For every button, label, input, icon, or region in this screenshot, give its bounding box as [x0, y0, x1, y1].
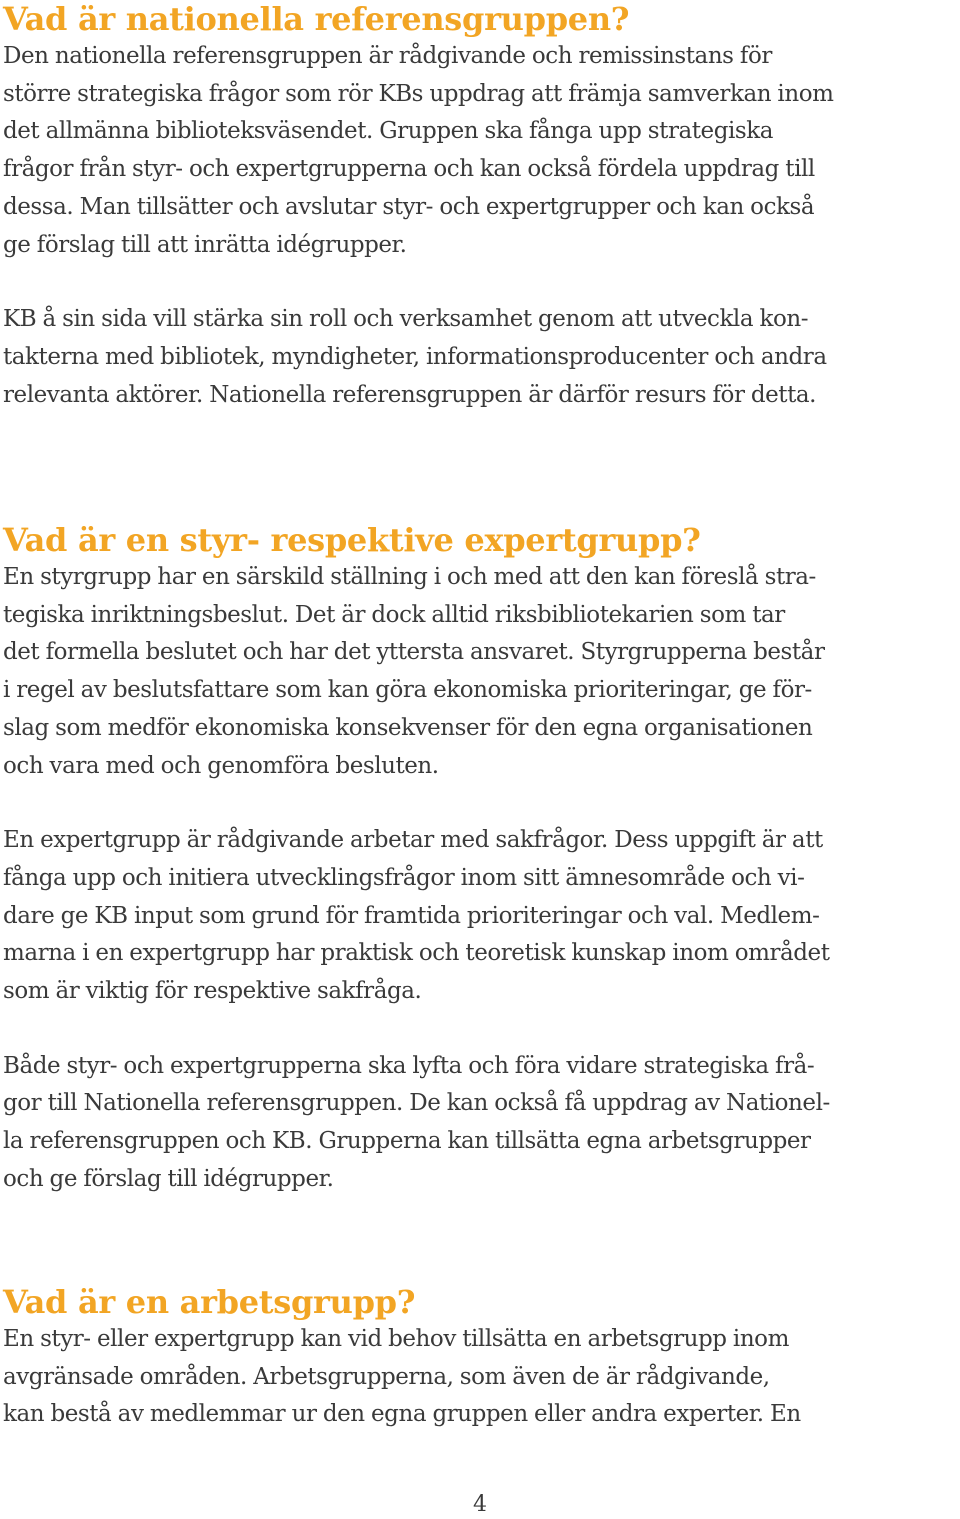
text-line: i regel av beslutsfattare som kan göra ekonomiska prioriteringar, ge för-: [3, 677, 812, 704]
text-line: dessa. Man tillsätter och avslutar styr- och expertgrupper och kan också: [3, 193, 815, 220]
text-line: En styrgrupp har en särskild ställning i och med att den kan föreslå stra-: [3, 564, 816, 590]
text-line: det allmänna biblioteksväsendet. Gruppen ska fånga upp strategiska: [3, 118, 773, 145]
text-line: slag som medför ekonomiska konsekvenser för den egna organisationen: [3, 714, 813, 741]
paragraph: [3, 1048, 958, 1199]
section-heading: Vad är en styr- respektive expertgrupp?: [3, 521, 701, 559]
text-line: frågor från styr- och expertgrupperna och kan också fördela uppdrag till: [3, 156, 815, 183]
section-national-reference-group: [3, 0, 958, 414]
text-line: En styr- eller expertgrupp kan vid behov tillsätta en arbetsgrupp inom: [3, 1326, 789, 1352]
text-line: marna i en expertgrupp har praktisk och teoretisk kunskap inom området: [3, 940, 830, 967]
text-line: Både styr- och expertgrupperna ska lyfta och föra vidare strategiska frå-: [3, 1052, 815, 1079]
text-line: och ge förslag till idégrupper.: [3, 1165, 334, 1192]
text-line: kan bestå av medlemmar ur den egna gruppen eller andra experter. En: [3, 1401, 801, 1428]
text-line: Den nationella referensgruppen är rådgivande och remissinstans för: [3, 43, 772, 69]
paragraph: [3, 38, 958, 264]
text-line: la referensgruppen och KB. Grupperna kan tillsätta egna arbetsgrupper: [3, 1128, 811, 1155]
text-line: tegiska inriktningsbeslut. Det är dock alltid riksbibliotekarien som tar: [3, 601, 785, 628]
text-line: relevanta aktörer. Nationella referensgruppen är därför resurs för detta.: [3, 381, 817, 408]
text-line: avgränsade områden. Arbetsgrupperna, som även de är rådgivande,: [3, 1363, 770, 1390]
text-line: En expertgrupp är rådgivande arbetar med sakfrågor. Dess uppgift är att: [3, 827, 823, 854]
section-heading: Vad är en arbetsgrupp?: [3, 1283, 416, 1321]
text-line: som är viktig för respektive sakfråga.: [3, 978, 422, 1005]
section-working-group: [3, 1283, 958, 1434]
text-line: dare ge KB input som grund för framtida prioriteringar och val. Medlem-: [3, 902, 820, 929]
text-line: gor till Nationella referensgruppen. De kan också få uppdrag av Nationel-: [3, 1090, 830, 1117]
text-line: det formella beslutet och har det yttersta ansvaret. Styrgrupperna består: [3, 639, 825, 666]
paragraph: [3, 822, 958, 1011]
section-steering-expert-group: [3, 521, 958, 1199]
section-heading: Vad är nationella referensgruppen?: [3, 0, 630, 38]
page-number: 4: [473, 1492, 487, 1517]
text-line: och vara med och genomföra besluten.: [3, 752, 439, 779]
paragraph: [3, 301, 958, 414]
text-line: takterna med bibliotek, myndigheter, informationsproducenter och andra: [3, 343, 827, 370]
text-line: större strategiska frågor som rör KBs uppdrag att främja samverkan inom: [3, 80, 834, 107]
paragraph: [3, 1321, 958, 1434]
paragraph: [3, 559, 958, 785]
text-line: fånga upp och initiera utvecklingsfrågor inom sitt ämnesområde och vi-: [3, 864, 805, 891]
text-line: ge förslag till att inrätta idégrupper.: [3, 231, 407, 258]
text-line: KB å sin sida vill stärka sin roll och verksamhet genom att utveckla kon-: [3, 306, 809, 333]
